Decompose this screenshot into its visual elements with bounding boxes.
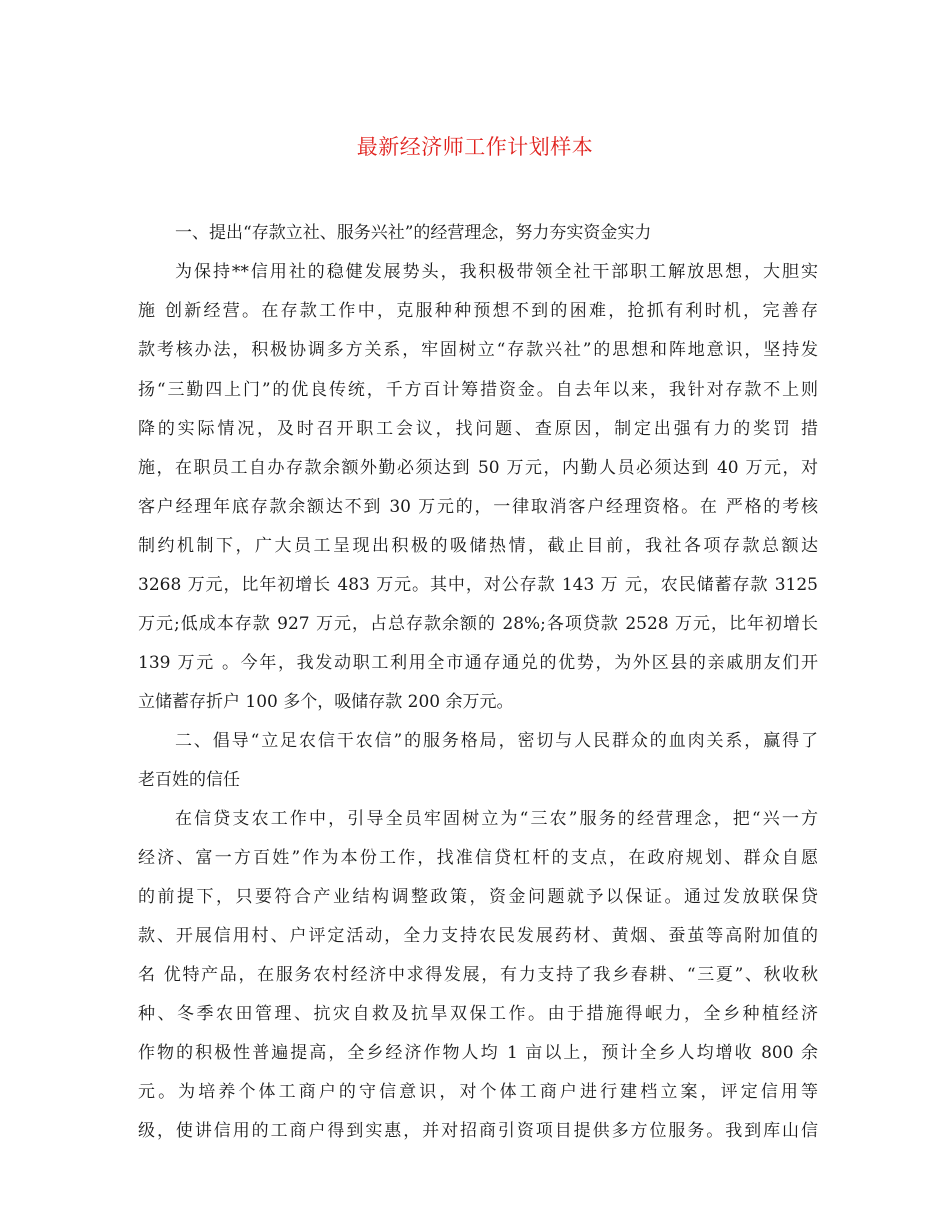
document-title: 最新经济师工作计划样本 [356, 135, 594, 159]
body-line: 施 创新经营。在存款工作中，克服种种预想不到的困难，抢抓有利时机，完善存 [138, 301, 818, 321]
body-line: 在信贷支农工作中，引导全员牢固树立为“三农”服务的经营理念，把“兴一方 [175, 809, 818, 829]
body-line: 施，在职员工自办存款余额外勤必须达到 50 万元，内勤人员必须达到 40 万元，对 [138, 458, 818, 478]
body-line: 为保持**信用社的稳健发展势头，我积极带领全社干部职工解放思想，大胆实 [175, 262, 818, 282]
body-line: 款考核办法，积极协调多方关系，牢固树立“存款兴社”的思想和阵地意识，坚持发 [138, 340, 818, 360]
body-line: 二、倡导“立足农信干农信”的服务格局，密切与人民群众的血肉关系，赢得了 [175, 731, 818, 751]
body-line: 老百姓的信任 [138, 770, 240, 790]
body-line: 客户经理年底存款余额达不到 30 万元的，一律取消客户经理资格。在 严格的考核 [138, 497, 818, 517]
body-line: 名 优特产品，在服务农村经济中求得发展，有力支持了我乡春耕、“三夏”、秋收秋 [138, 965, 818, 985]
body-line: 款、开展信用村、户评定活动，全力支持农民发展药材、黄烟、蚕茧等高附加值的 [138, 926, 818, 946]
body-line: 级，使讲信用的工商户得到实惠，并对招商引资项目提供多方位服务。我到库山信 [138, 1121, 818, 1141]
body-line: 降的实际情况，及时召开职工会议，找问题、查原因，制定出强有力的奖罚 措 [138, 419, 818, 439]
body-line: 万元;低成本存款 927 万元，占总存款余额的 28%;各项贷款 2528 万元，比年初增长 [138, 614, 818, 634]
body-line: 立储蓄存折户 100 多个，吸储存款 200 余万元。 [138, 692, 514, 712]
body-line: 3268 万元，比年初增长 483 万元。其中，对公存款 143 万 元，农民储蓄存款 3125 [138, 575, 818, 595]
body-line: 一、提出“存款立社、服务兴社”的经营理念，努力夯实资金实力 [175, 223, 652, 243]
body-line: 的前提下，只要符合产业结构调整政策，资金问题就予以保证。通过发放联保贷 [138, 887, 818, 907]
body-line: 元。为培养个体工商户的守信意识，对个体工商户进行建档立案，评定信用等 [138, 1082, 818, 1102]
body-line: 经济、富一方百姓”作为本份工作，找准信贷杠杆的支点，在政府规划、群众自愿 [138, 848, 818, 868]
body-line: 制约机制下，广大员工呈现出积极的吸储热情，截止目前，我社各项存款总额达 [138, 536, 818, 556]
body-line: 种、冬季农田管理、抗灾自救及抗旱双保工作。由于措施得岷力，全乡种植经济 [138, 1004, 818, 1024]
body-line: 139 万元 。今年，我发动职工利用全市通存通兑的优势，为外区县的亲戚朋友们开 [138, 653, 818, 673]
body-line: 扬“三勤四上门”的优良传统，千方百计筹措资金。自去年以来，我针对存款不上则 [138, 380, 818, 400]
body-line: 作物的积极性普遍提高，全乡经济作物人均 1 亩以上，预计全乡人均增收 800 余 [138, 1043, 818, 1063]
